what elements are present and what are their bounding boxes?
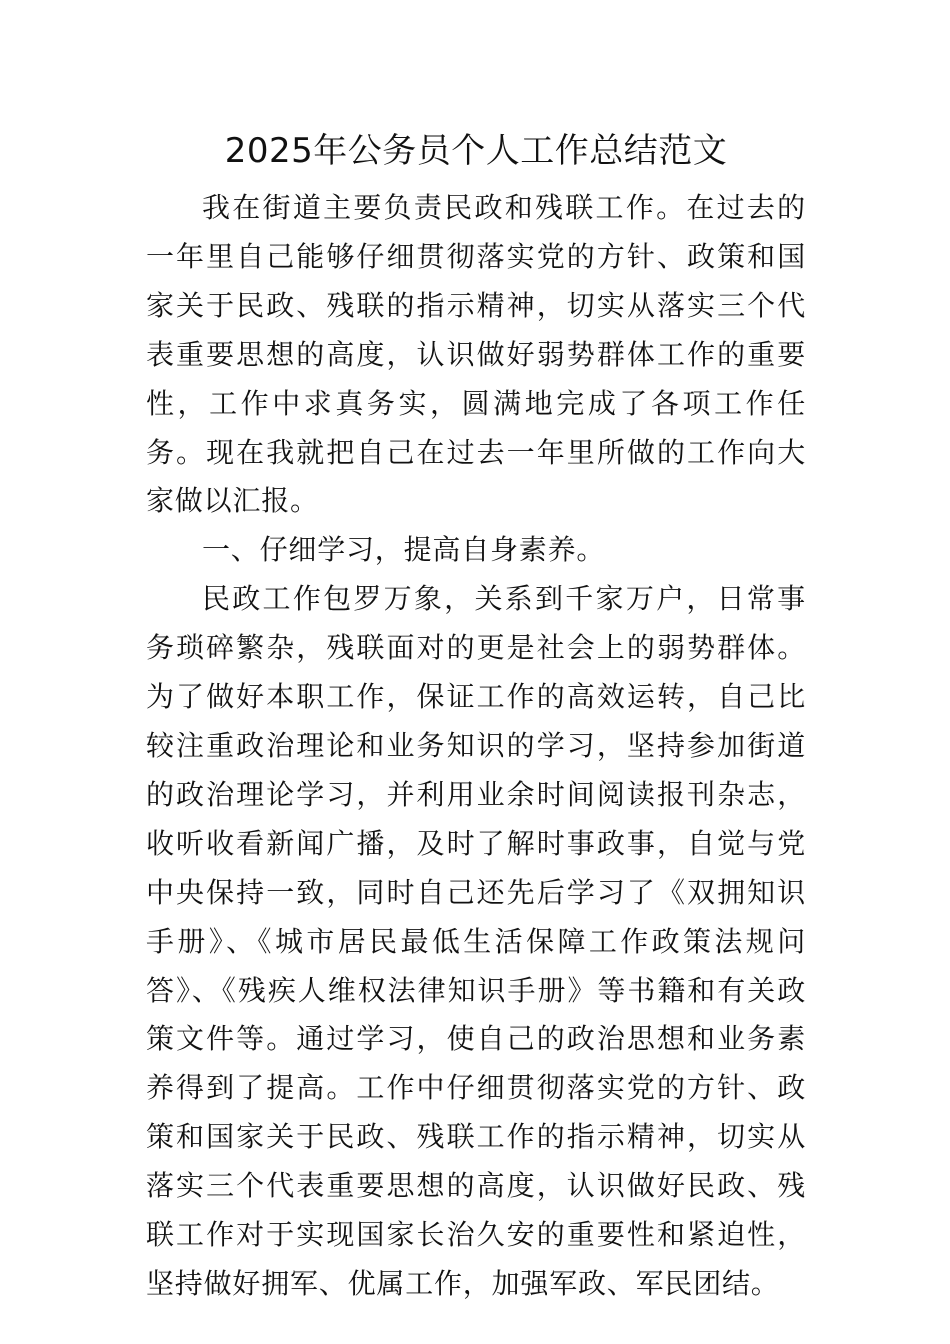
document-page [146, 124, 806, 1309]
paragraph-study: 民政工作包罗万象，关系到千家万户，日常事务琐碎繁杂，残联面对的更是社会上的弱势群体。为了做好本职工作，保证工作的高效运转，自己比较注重政治理论和业务知识的学习，坚持参加街道的政治理论学习，并利用业余时间阅读报刊杂志，收听收看新闻广播，及时了解时事政事，自觉与党中央保持一致，同时自己还先后学习了《双拥知识手册》、《城市居民最低生活保障工作政策法规问答》、《残疾人维权法律知识手册》等书籍和有关政策文件等。通过学习，使自己的政治思想和业务素养得到了提高。工作中仔细贯彻落实党的方针、政策和国家关于民政、残联工作的指示精神，切实从落实三个代表重要思想的高度，认识做好民政、残联工作对于实现国家长治久安的重要性和紧迫性，坚持做好拥军、优属工作，加强军政、军民团结。 [146, 582, 806, 1300]
paragraph-intro: 我在街道主要负责民政和残联工作。在过去的一年里自己能够仔细贯彻落实党的方针、政策和国家关于民政、残联的指示精神，切实从落实三个代表重要思想的高度，认识做好弱势群体工作的重要性，工作中求真务实，圆满地完成了各项工作任务。现在我就把自己在过去一年里所做的工作向大家做以汇报。 [146, 191, 806, 518]
document-title: 2025年公务员个人工作总结范文 [224, 131, 728, 171]
section-heading-1: 一、仔细学习，提高自身素养。 [202, 533, 606, 567]
